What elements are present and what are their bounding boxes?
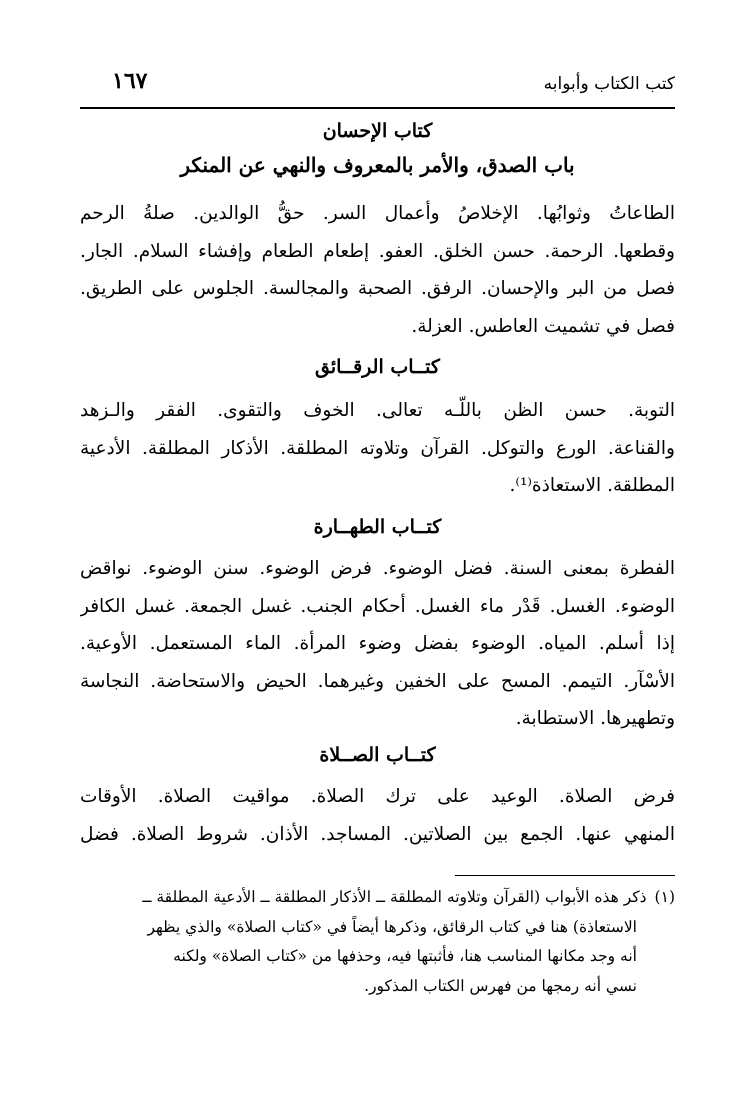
body-line: الفطرة بمعنى السنة. فضل الوضوء. فرض الوضوء. سنن الوضوء. نواقض bbox=[80, 558, 675, 579]
running-head bbox=[80, 66, 675, 102]
section-title-salat: كتــاب الصــلاة bbox=[319, 744, 436, 766]
footnote-marker: (١) bbox=[654, 888, 675, 906]
body-line: إذا أسلم. المياه. الوضوء بفضل وضوء المرأة. الماء المستعمل. الأوعية. bbox=[80, 633, 675, 654]
section-title-tahara: كتــاب الطهــارة bbox=[313, 516, 442, 538]
footnote-rule bbox=[455, 875, 675, 876]
header-rule bbox=[80, 107, 675, 109]
body-line: وقطعها. الرحمة. حسن الخلق. العفو. إطعام الطعام وإفشاء السلام. الجار. bbox=[80, 240, 675, 262]
section-title-ihsan: كتاب الإحسان bbox=[322, 120, 433, 142]
footnote-line: نسي أنه رمجها من فهرس الكتاب المذكور. bbox=[364, 976, 637, 995]
body-line: وتطهيرها. الاستطابة. bbox=[515, 708, 675, 729]
body-line: المنهي عنها. الجمع بين الصلاتين. المساجد. الأذان. شروط الصلاة. فضل bbox=[80, 823, 675, 845]
footnote-text: ذكر هذه الأبواب (القرآن وتلاوته المطلقة ــ الأذكار المطلقة ــ الأدعية المطلقة ــ bbox=[142, 888, 647, 906]
section-title-raqaiq: كتــاب الرقــائق bbox=[315, 356, 440, 378]
running-title: كتب الكتاب وأبوابه bbox=[543, 74, 675, 94]
body-line: فرض الصلاة. الوعيد على ترك الصلاة. مواقيت الصلاة. الأوقات bbox=[80, 786, 675, 807]
body-line: الوضوء. الغسل. قَدْر ماء الغسل. أحكام الجنب. غسل الجمعة. غسل الكافر bbox=[80, 595, 675, 617]
body-line: فصل في تشميت العاطس. العزلة. bbox=[411, 315, 675, 337]
footnote-line bbox=[80, 883, 675, 913]
footnote-line: أنه وجد مكانها المناسب هنا، فأثبتها فيه، وحذفها من «كتاب الصلاة» ولكنه bbox=[173, 947, 637, 965]
body-line: الأسْآر. التيمم. المسح على الخفين وغيرهما. الحيض والاستحاضة. النجاسة bbox=[80, 670, 675, 692]
footnote bbox=[80, 883, 675, 1001]
chapter-title-sidq: باب الصدق، والأمر بالمعروف والنهي عن المنكر bbox=[180, 153, 575, 177]
body-line: والقناعة. الورع والتوكل. القرآن وتلاوته المطلقة. الأذكار المطلقة. الأدعية bbox=[80, 437, 675, 459]
section-body-salat bbox=[80, 778, 675, 853]
section-body-ihsan bbox=[80, 195, 675, 345]
footnote-line: الاستعاذة) هنا في كتاب الرقائق، وذكرها أيضاً في «كتاب الصلاة» والذي يظهر bbox=[147, 917, 637, 936]
section-body-raqaiq bbox=[80, 392, 675, 505]
body-line: التوبة. حسن الظن باللّـه تعالى. الخوف والتقوى. الفقر والـزهد bbox=[80, 400, 675, 421]
body-line: فصل من البر والإحسان. الرفق. الصحبة والمجالسة. الجلوس على الطريق. bbox=[80, 278, 675, 299]
body-line: المطلقة. الاستعاذة⁽¹⁾. bbox=[509, 475, 675, 496]
section-body-tahara bbox=[80, 550, 675, 738]
page-number: ١٦٧ bbox=[112, 68, 148, 94]
body-line: الطاعاتُ وثوابُها. الإخلاصُ وأعمال السر. حقُّ الوالدين. صلةُ الرحم bbox=[80, 203, 675, 224]
